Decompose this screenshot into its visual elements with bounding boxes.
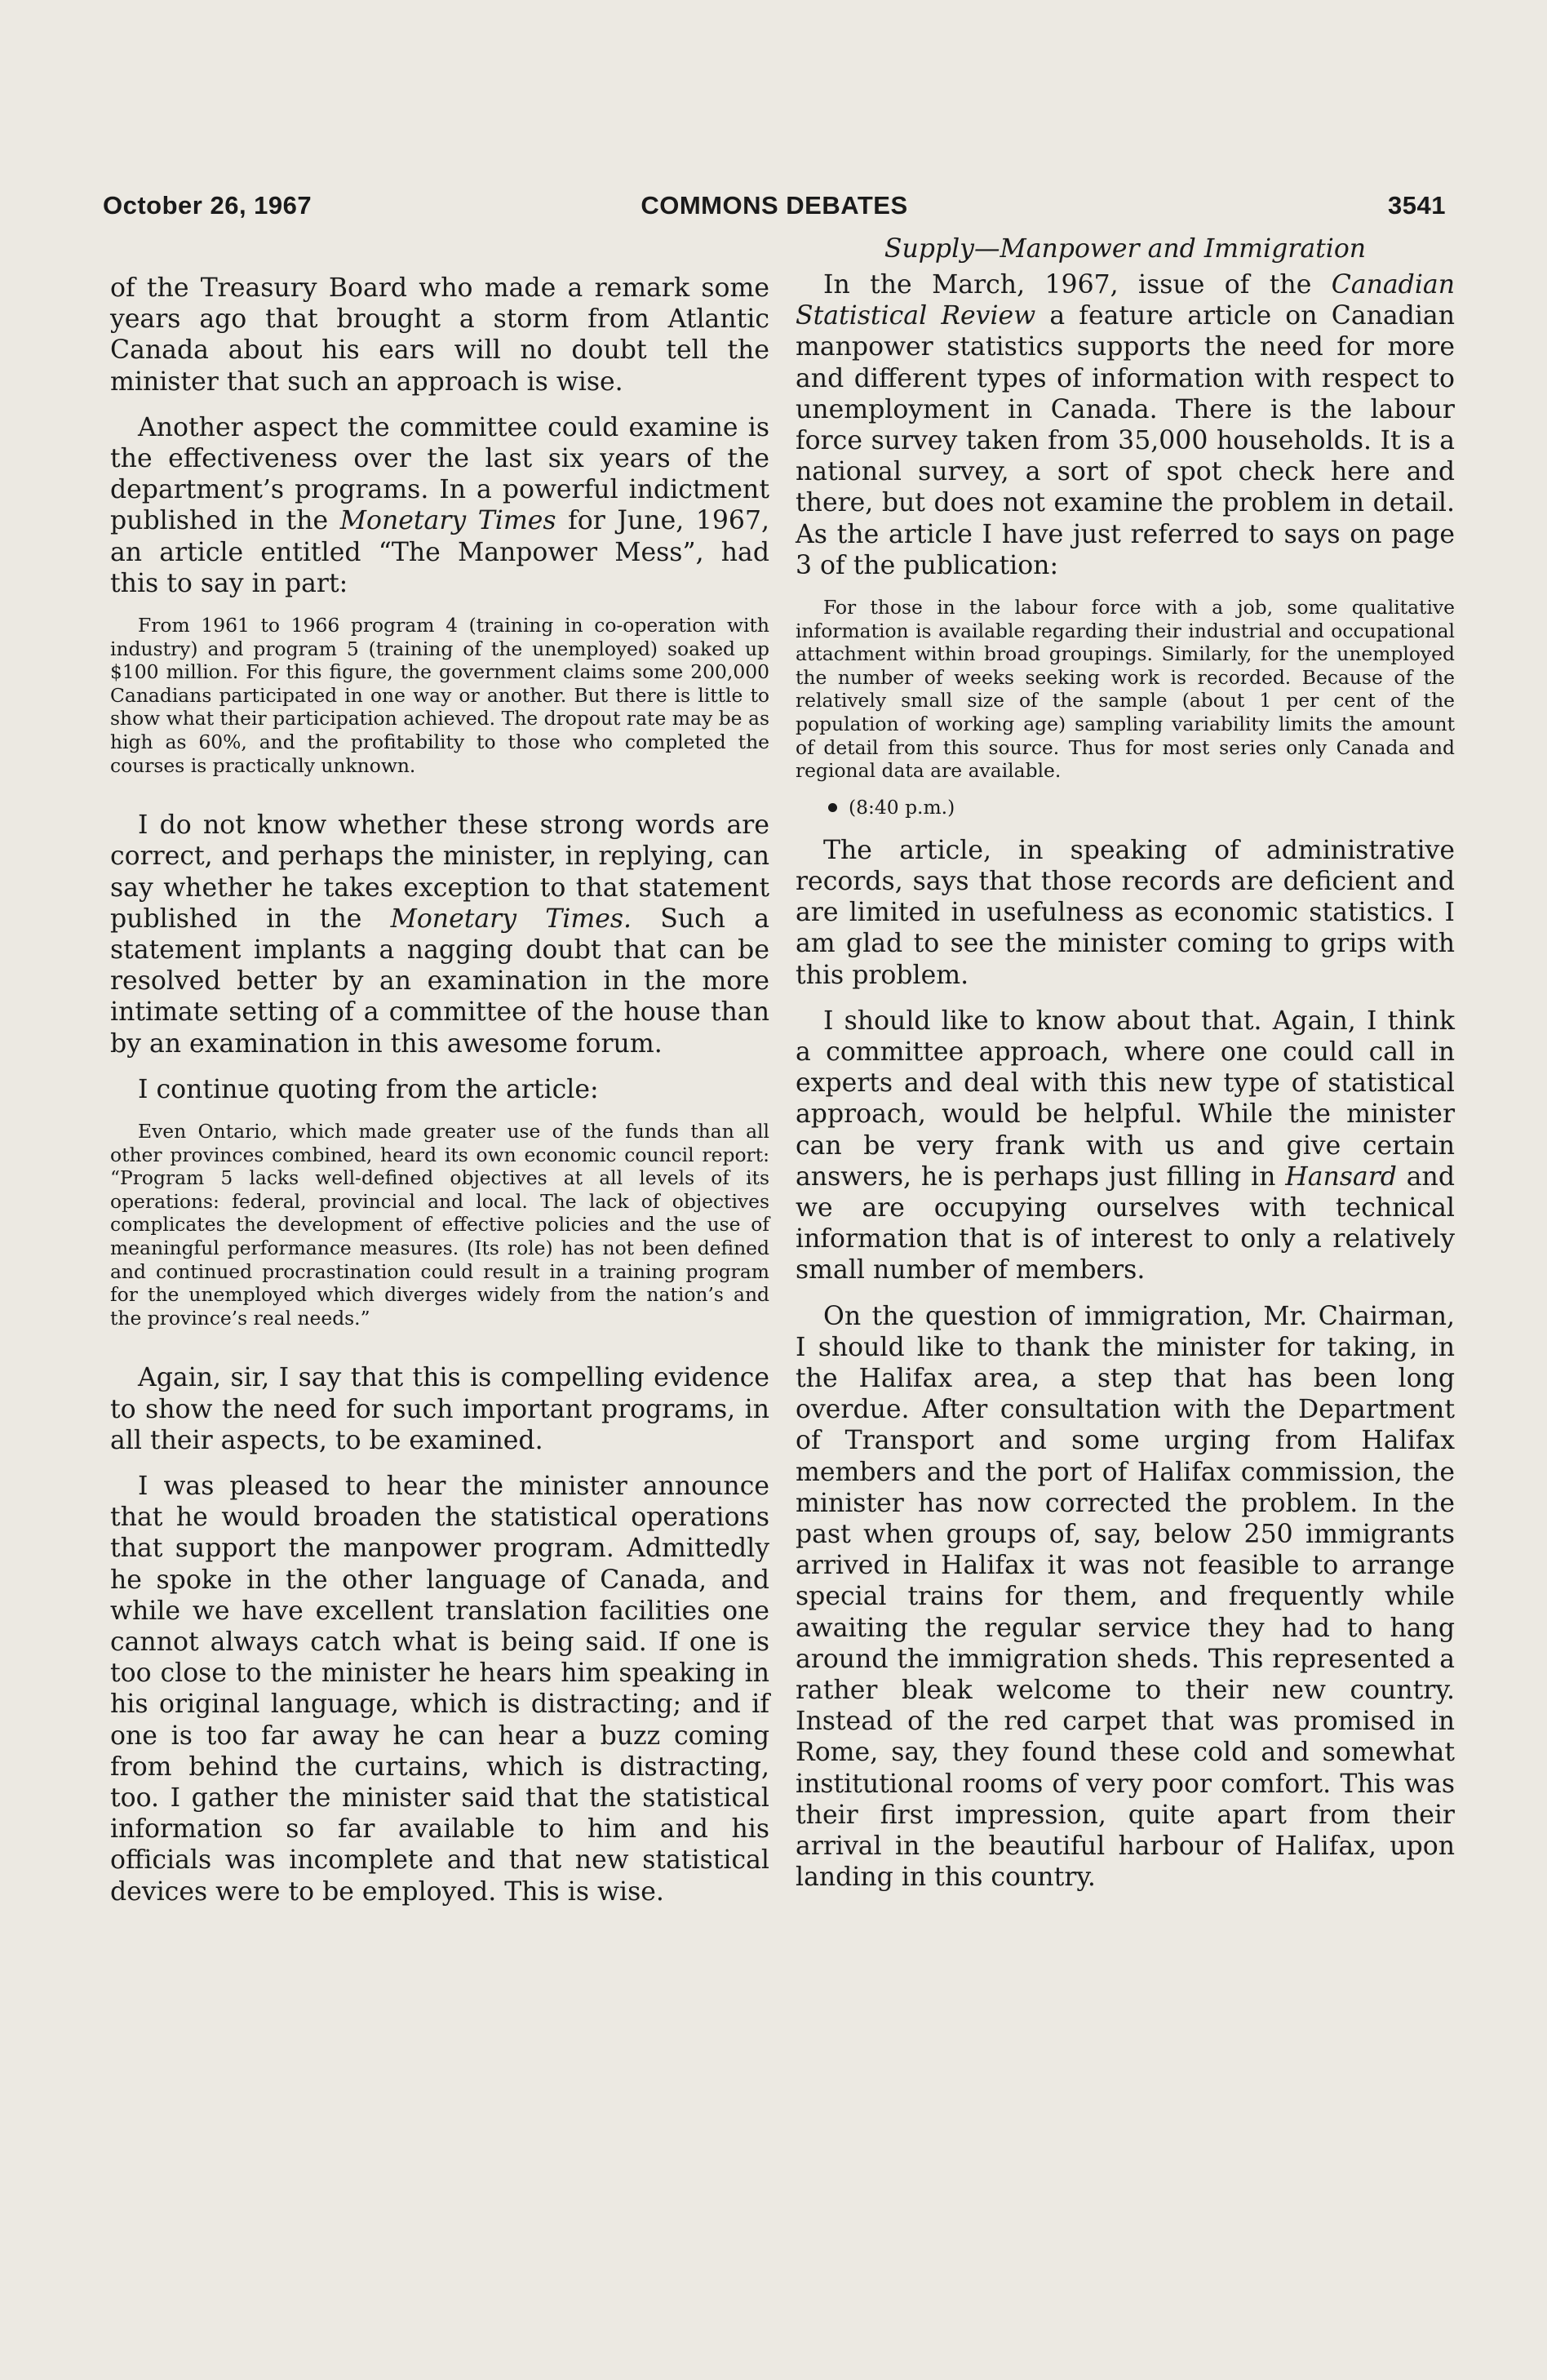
left-paragraph-3 xyxy=(110,810,769,1059)
right-p1-italic: Canadian Statistical Review xyxy=(796,270,1455,331)
page-header xyxy=(103,191,1446,232)
right-p3-text-b: and we are occupying ourselves with technical information that is of interest to only a relatively small number of members. xyxy=(796,1161,1455,1285)
header-date: October 26, 1967 xyxy=(103,191,313,220)
left-p3-italic: Monetary Times. xyxy=(390,904,632,934)
right-p3-italic: Hansard xyxy=(1285,1161,1397,1192)
header-page-number: 3541 xyxy=(1388,191,1446,220)
left-paragraph-1: of the Treasury Board who made a remark some years ago that brought a storm from Atlantic Canada about his ears will no doubt tell the minister that such an approach is wise. xyxy=(110,273,769,397)
right-quote-1: For those in the labour force with a job, some qualitative information is available regarding their industrial and occupational attachment within broad groupings. Similarly, for the unemployed the number of weeks seeking work is recorded. Because of the relatively small size of the sample (about 1 per cent of the population of working age) sampling variability limits the amount of detail from this source. Thus for most series only Canada and regional data are available. xyxy=(796,596,1455,783)
left-quote-1: From 1961 to 1966 program 4 (training in co-operation with industry) and program 5 (training of the unemployed) soaked up $100 million. For this figure, the government claims some 200,000 Canadians participated in one way or another. But there is little to show what their participation achieved. The dropout rate may be as high as 60%, and the profitability to those who completed the courses is practically unknown. xyxy=(110,614,769,777)
right-p1-text-a: In the March, 1967, issue of the xyxy=(823,270,1332,300)
right-paragraph-3 xyxy=(796,1006,1455,1286)
left-column xyxy=(110,273,769,1922)
bullet-icon xyxy=(828,803,837,812)
left-paragraph-2 xyxy=(110,412,769,599)
left-p2-text-a: Another aspect the committee could examine is the effectiveness over the last six years of the department’s programs. In a powerful indictment published in the xyxy=(110,412,769,536)
right-paragraph-2: The article, in speaking of administrative records, says that those records are deficient and are limited in usefulness as economic statistics. I am glad to see the minister coming to grips with this problem. xyxy=(796,835,1455,990)
left-p3-text-b: Such a statement implants a nagging doubt that can be resolved better by an examination in the more intimate setting of a committee of the house than by an examination in this awesome forum. xyxy=(110,904,769,1059)
right-p1-text-b: a feature article on Canadian manpower statistics supports the need for more and different types of information with respect to unemployment in Canada. There is the labour force survey taken from 35,000 households. It is a national survey, a sort of spot check here and there, but does not examine the problem in detail. As the article I have just referred to says on page 3 of the publication: xyxy=(796,301,1455,580)
left-paragraph-5: Again, sir, I say that this is compelling evidence to show the need for such important programs, in all their aspects, to be examined. xyxy=(110,1363,769,1455)
left-paragraph-4: I continue quoting from the article: xyxy=(138,1074,599,1104)
left-p2-italic: Monetary Times xyxy=(339,506,556,536)
timestamp xyxy=(796,794,1455,820)
header-title: COMMONS DEBATES xyxy=(641,191,908,220)
left-p2-text-b: for June, 1967, an article entitled “The Manpower Mess”, had this to say in part: xyxy=(110,506,770,598)
right-paragraph-1 xyxy=(796,269,1455,581)
left-quote-2: Even Ontario, which made greater use of the funds than all other provinces combined, heard its own economic council report: “Program 5 lacks well-defined objectives at all levels of its operations: federal, provincial and local. The lack of objectives complicates the development of effective policies and the use of meaningful performance measures. (Its role) has not been defined and continued procrastination could result in a training program for the unemployed which diverges widely from the nation’s and the province’s real needs.” xyxy=(110,1120,769,1330)
right-paragraph-4: On the question of immigration, Mr. Chairman, I should like to thank the minister for taking, in the Halifax area, a step that has been long overdue. After consultation with the Department of Transport and some urging from Halifax members and the port of Halifax commission, the minister has now corrected the problem. In the past when groups of, say, below 250 immigrants arrived in Halifax it was not feasible to arrange special trains for them, and frequently while awaiting the regular service they had to hang around the immigration sheds. This represented a rather bleak welcome to their new country. Instead of the red carpet that was promised in Rome, say, they found these cold and somewhat institutional rooms of very poor comfort. This was their first impression, quite apart from their arrival in the beautiful harbour of Halifax, upon landing in this country. xyxy=(796,1301,1455,1893)
left-paragraph-6: I was pleased to hear the minister announce that he would broaden the statistical operations that support the manpower program. Admittedly he spoke in the other language of Canada, and while we have excellent translation facilities one cannot always catch what is being said. If one is too close to the minister he hears him speaking in his original language, which is distracting; and if one is too far away he can hear a buzz coming from behind the curtains, which is distracting, too. I gather the minister said that the statistical information so far available to him and his officials was incomplete and that new statistical devices were to be employed. This is wise. xyxy=(110,1471,769,1907)
left-p3-text-a: I do not know whether these strong words are correct, and perhaps the minister, in replying, can say whether he takes exception to that statement published in the xyxy=(110,810,769,934)
timestamp-text: (8:40 p.m.) xyxy=(849,795,955,819)
right-p3-text-a: I should like to know about that. Again, I think a committee approach, where one could call in experts and deal with this new type of statistical approach, would be helpful. While the minister can be very frank with us and give certain answers, he is perhaps just filling in xyxy=(796,1006,1455,1192)
right-column xyxy=(796,233,1455,1907)
running-head: Supply—Manpower and Immigration xyxy=(884,234,1367,264)
